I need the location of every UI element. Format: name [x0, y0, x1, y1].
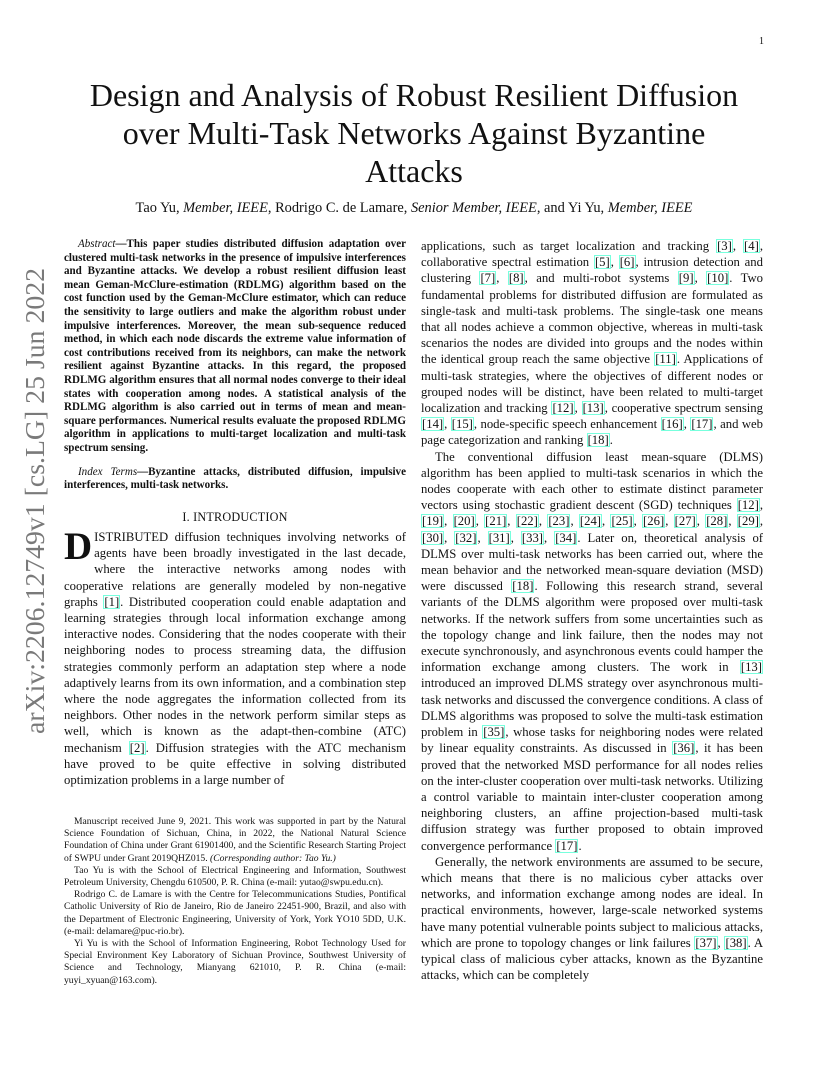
- citation-link[interactable]: [4]: [744, 239, 759, 253]
- paragraph-text: ,: [683, 417, 691, 432]
- paragraph-text: , and multi-robot systems: [524, 271, 678, 286]
- intro-lead: ISTRIBUTED: [94, 529, 169, 544]
- section-first-letter: I: [193, 509, 198, 524]
- citation-link[interactable]: [6]: [619, 255, 635, 270]
- paragraph-text: , intrusion detection and clustering: [421, 255, 763, 286]
- author-role: Senior Member, IEEE: [410, 200, 537, 216]
- abstract-dash: —: [115, 238, 127, 250]
- citation-link[interactable]: [12]: [737, 498, 759, 513]
- author-name: , and Yi Yu,: [536, 200, 608, 216]
- citation-link[interactable]: [7]: [480, 271, 496, 286]
- footnote: [64, 889, 406, 938]
- citation-link[interactable]: [26]: [643, 514, 665, 529]
- paragraph-text: ,: [444, 514, 453, 529]
- body-paragraph: [421, 238, 763, 449]
- paragraph-text: ,: [570, 514, 579, 529]
- citation-link[interactable]: [13]: [582, 401, 604, 416]
- citation-link[interactable]: [18]: [512, 579, 534, 594]
- abstract-label: Abstract: [78, 238, 116, 250]
- paragraph-text: , it has been proved that the networked MSD performance for all nodes relies on the inter-cluster cooperation over multi-task networks. Utilizing a control variable to maintain inter-cluster cooperation among neighboring clusters, an affine projection-based multi-task diffusion strategy was further proposed to obtain improved convergence performance: [421, 741, 763, 853]
- arxiv-stamp[interactable]: [4, 258, 56, 738]
- citation-link[interactable]: [28]: [706, 514, 728, 529]
- footnote-text: Manuscript received June 9, 2021. This work was supported in part by the Natural Science Foundation of Sichuan, China, in 2022, the National Natural Science Foundation of China under Grant 61901400, and the Scientific Research Starting Project of SWPU under Grant 2019QHZ015.: [64, 816, 406, 864]
- intro-text: . Diffusion strategies with the ATC mechanism have proved to be quite effective in solving distributed optimization problems in a large number of: [64, 740, 406, 787]
- paper-title: [60, 76, 768, 190]
- citation-link[interactable]: [10]: [707, 271, 729, 286]
- paragraph-text: ,: [728, 514, 737, 529]
- citation-link[interactable]: [9]: [678, 271, 694, 286]
- paragraph-text: . Later on, theoretical analysis of DLMS over multi-task networks has been carried out, where the mean behavior and the networked mean-square deviation (MSD) were discussed: [421, 530, 764, 594]
- citation-link[interactable]: [2]: [129, 740, 145, 755]
- paragraph-text: applications, such as target localization and tracking: [421, 239, 717, 253]
- paragraph-text: , node-specific speech enhancement: [473, 417, 661, 432]
- author-role: Member, IEEE: [183, 200, 268, 216]
- citation-link[interactable]: [15]: [451, 417, 473, 432]
- footnotes: [64, 816, 406, 987]
- paragraph-text: introduced an improved DLMS strategy over asynchronous multi-task networks and discussed the convergence conditions. A class of DLMS algorithms was proposed to solve the multi-task estimation problem in: [421, 676, 763, 740]
- paragraph-text: ,: [507, 514, 516, 529]
- citation-link[interactable]: [34]: [555, 530, 577, 545]
- paragraph-text: ,: [538, 514, 548, 529]
- intro-paragraph: [64, 524, 407, 788]
- citation-link[interactable]: [33]: [521, 530, 544, 545]
- drop-cap: D: [64, 524, 93, 568]
- left-column: [64, 238, 406, 788]
- paragraph-text: ,: [544, 530, 555, 545]
- citation-link[interactable]: [12]: [552, 401, 574, 416]
- paragraph-text: ,: [759, 498, 763, 513]
- paragraph-text: , and web page categorization and ranking: [421, 417, 763, 448]
- footnote: [64, 816, 406, 865]
- citation-link[interactable]: [20]: [453, 514, 475, 529]
- citation-link[interactable]: [36]: [673, 741, 695, 756]
- footnote-italic: (Corresponding author: Tao Yu.): [210, 852, 336, 864]
- intro-text: diffusion techniques involving networks of agents have been broadly investigated in the last decade, where the interactive networks among nodes with cooperative relations are generally modeled by non-negative graphs: [64, 529, 406, 609]
- paragraph-text: Generally, the network environments are assumed to be secure, which means that there is no malicious cyber attacks over networks, and information exchange among nodes are ideal. In practical environments, however, large-scale networked systems have many potential vulnerable points subject to malicious attacks, which are prone to topology changes or link failures: [421, 854, 763, 950]
- citation-link[interactable]: [29]: [737, 514, 759, 529]
- citation-link[interactable]: [27]: [674, 514, 696, 529]
- citation-link[interactable]: [23]: [548, 514, 570, 529]
- citation-link[interactable]: [5]: [594, 255, 610, 270]
- citation-link[interactable]: [8]: [508, 271, 524, 286]
- paragraph-text: ,: [496, 271, 508, 286]
- citation-link[interactable]: [32]: [455, 530, 477, 545]
- author-role: Member, IEEE: [607, 200, 693, 216]
- citation-link[interactable]: [18]: [587, 433, 609, 448]
- index-terms-label: Index Terms: [78, 465, 138, 478]
- paragraph-text: ,: [759, 514, 764, 529]
- paragraph-text: ,: [510, 530, 521, 545]
- footnote-text: Tao Yu is with the School of Electrical Engineering and Information, Southwest Petroleum University, Chengdu 610500, P. R. China (e-mail: yutao@swpu.edu.cn).: [64, 864, 406, 889]
- paragraph-text: . Following this research strand, several variants of the DLMS algorithm were proposed over multi-task networks. If the network suffers from some uncertainties such as the topology change and link failure, then the nodes may not execute synchronously, and asynchronous events could hamper the information exchange among clusters. The work in: [421, 579, 763, 675]
- paragraph-text: ,: [602, 514, 611, 529]
- body-paragraph: [421, 449, 763, 854]
- index-terms-dash: —: [137, 465, 149, 478]
- paragraph-text: ,: [694, 271, 707, 286]
- right-column: [421, 238, 763, 983]
- paragraph-text: ,: [574, 401, 582, 416]
- paragraph-text: ,: [444, 417, 451, 432]
- footnote: [64, 938, 406, 987]
- author-line: [60, 199, 768, 217]
- paragraph-text: .: [609, 433, 613, 448]
- citation-link[interactable]: [35]: [483, 725, 505, 740]
- citation-link[interactable]: [21]: [485, 514, 507, 529]
- paragraph-text: ,: [444, 530, 455, 545]
- paragraph-text: , collaborative spectral estimation: [421, 239, 764, 270]
- citation-link[interactable]: [22]: [516, 514, 538, 529]
- title-line: Design and Analysis of Robust Resilient Diffusion: [89, 77, 739, 113]
- paragraph-text: The conventional diffusion least mean-square (DLMS) algorithm has been applied to multi-task scenarios in which the nodes cooperate with each other to estimate distinct parameter vectors using stochastic gradient descent (SGD) techniques: [421, 449, 763, 513]
- citation-link[interactable]: [11]: [655, 352, 676, 367]
- citation-link[interactable]: [3]: [717, 239, 732, 253]
- footnote-text: Yi Yu is with the School of Information Engineering, Robot Technology Used for Special Environment Key Laboratory of Sichuan Province, Southwest University of Science and Technology, Mianyang 621010, P. R. China (e-mail: yuyi_xyuan@163.com).: [64, 938, 406, 986]
- footnote: [64, 865, 406, 889]
- section-numeral: I.: [182, 509, 194, 524]
- citation-link[interactable]: [37]: [695, 935, 717, 950]
- paragraph-text: , whose tasks for neighboring nodes were related by linear equality constraints. As discussed in: [421, 725, 763, 756]
- citation-link[interactable]: [16]: [661, 417, 683, 432]
- paragraph-text: ,: [696, 514, 706, 529]
- footnote-text: Rodrigo C. de Lamare is with the Centre for Telecommunications Studies, Pontifical Catholic University of Rio de Janeiro, Rio de Janeiro 22451-900, Brazil, and also with the Department of Electronic Engineering, University of York, York YO10 5DD, U.K. (e-mail: delamare@puc-rio.br).: [64, 889, 406, 937]
- index-terms: [64, 466, 406, 493]
- paragraph-text: .: [578, 838, 582, 853]
- title-line: over Multi-Task Networks Against Byzantine: [122, 115, 706, 151]
- paragraph-text: . Two fundamental problems for distributed diffusion are formulated as single-task and multi-task problems. The single-task one means that all nodes achieve a common objective, whereas in multi-task scenarios the nodes are divided into groups and the nodes within the identical group reach the same objective: [421, 271, 764, 367]
- title-line: Attacks: [365, 153, 463, 189]
- body-paragraph: [421, 854, 763, 984]
- citation-link[interactable]: [24]: [579, 514, 602, 529]
- citation-link[interactable]: [19]: [422, 514, 444, 529]
- abstract: [64, 238, 406, 456]
- paragraph-text: ,: [633, 514, 643, 529]
- citation-link[interactable]: [1]: [104, 594, 120, 609]
- paragraph-text: ,: [717, 935, 725, 950]
- index-terms-text: Byzantine attacks, distributed diffusion, impulsive interferences, multi-task networks.: [64, 465, 406, 492]
- citation-link[interactable]: [14]: [422, 417, 444, 432]
- citation-link[interactable]: [38]: [725, 935, 747, 950]
- intro-text: . Distributed cooperation could enable adaptation and learning strategies through local information exchange among interactive nodes. Considering that the nodes cooperate with their neighboring nodes to process streaming data, the diffusion strategies commonly perform an adaptation step where a node adaptively learns from its own information, and a combination step where the node aggregates the information collected from its neighbors. Other nodes in the network perform similar steps as well, which is known as the adapt-then-combine (ATC) mechanism: [64, 594, 407, 755]
- paragraph-text: . Applications of multi-task strategies, where the objectives of different nodes or grouped nodes will be distinct, have been related to multi-target localization and tracking: [421, 352, 763, 416]
- author-name: Tao Yu,: [135, 200, 184, 216]
- arxiv-stamp-text: arXiv:2206.12749v1 [cs.LG] 25 Jun 2022: [20, 281, 50, 734]
- author-name: , Rodrigo C. de Lamare,: [267, 200, 411, 216]
- citation-link[interactable]: [13]: [740, 660, 762, 675]
- abstract-text: This paper studies distributed diffusion adaptation over clustered multi-task networks in the presence of impulsive interferences and Byzantine attacks. We develop a robust resilient diffusion least mean Geman-McClure-estimation (RDLMG) algorithm based on the cost function used by the Geman-McClure estimator, which can reduce the sensitivity to large outliers and make the algorithm robust under impulsive interferences. Moreover, the mean sub-sequence reduced method, in which each node discards the extreme value information of cost contributions received from its neighbors, can make the network resilient against Byzantine attacks. In this regard, the proposed RDLMG algorithm ensures that all normal nodes converge to their ideal states with cooperation among nodes. A statistical analysis of the RDLMG algorithm is also carried out in terms of mean and mean-square performances. Numerical results evaluate the proposed RDLMG algorithm in applications to multi-target localization and multi-task spectrum sensing.: [64, 238, 406, 454]
- paragraph-text: . A typical class of malicious cyber attacks, known as the Byzantine attacks, which can be completely: [421, 935, 764, 983]
- citation-link[interactable]: [31]: [488, 530, 510, 545]
- paragraph-text: ,: [665, 514, 674, 529]
- citation-link[interactable]: [30]: [422, 530, 444, 545]
- citation-link[interactable]: [25]: [611, 514, 633, 529]
- paragraph-text: ,: [477, 530, 488, 545]
- section-heading-introduction: [64, 509, 406, 525]
- citation-link[interactable]: [17]: [556, 838, 578, 853]
- paragraph-text: ,: [610, 255, 619, 270]
- paragraph-text: ,: [475, 514, 485, 529]
- paragraph-text: , cooperative spectrum sensing: [604, 401, 763, 416]
- citation-link[interactable]: [17]: [691, 417, 713, 432]
- page-number: 1: [759, 36, 764, 47]
- section-rest: NTRODUCTION: [197, 509, 288, 524]
- paragraph-text: ,: [732, 239, 744, 253]
